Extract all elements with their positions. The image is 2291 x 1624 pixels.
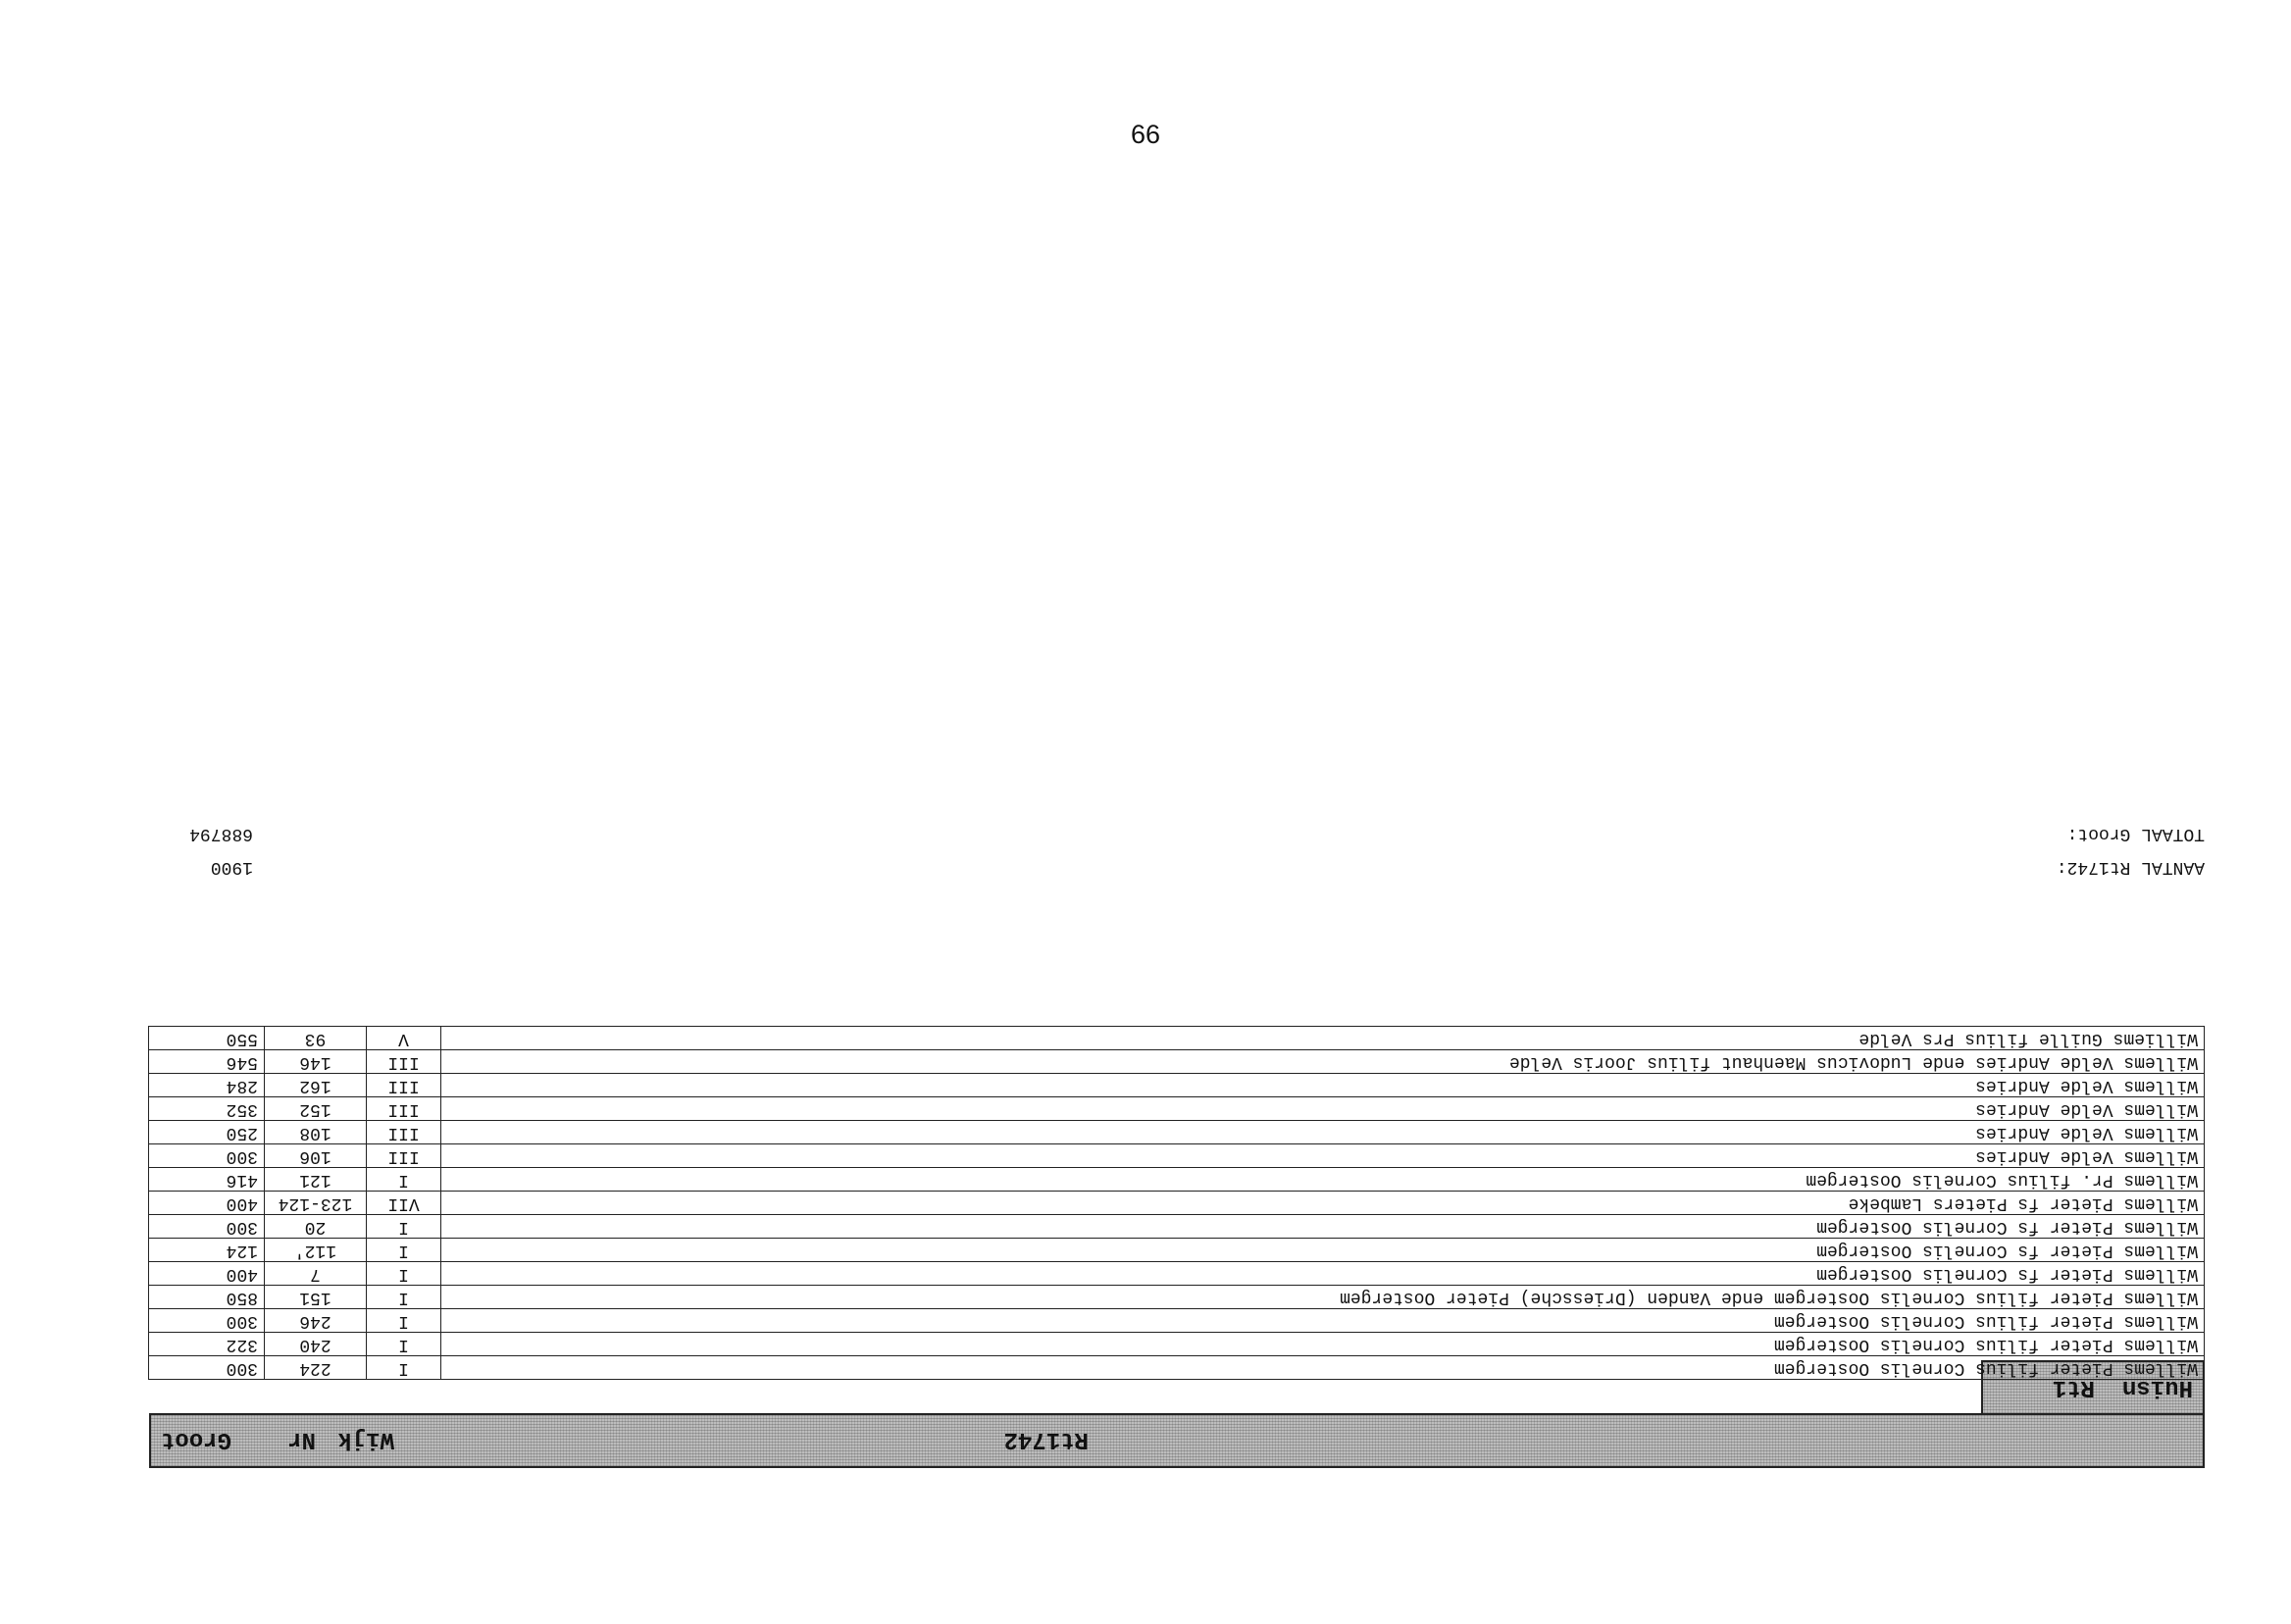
- summary-total: [149, 821, 2205, 846]
- cell-groot: 850: [149, 1286, 265, 1309]
- cell-groot: 416: [149, 1168, 265, 1192]
- cell-name: Willems Pieter filius Cornelis Oostergem: [441, 1309, 2205, 1333]
- cell-groot: 300: [149, 1144, 265, 1168]
- table-row: [149, 1192, 2205, 1215]
- summary-antal: [149, 854, 2205, 880]
- column-header-nr: Nr: [287, 1426, 316, 1452]
- cell-nr: 224: [265, 1356, 367, 1380]
- table-row: [149, 1309, 2205, 1333]
- cell-wijk: I: [367, 1239, 441, 1262]
- cell-wijk: I: [367, 1309, 441, 1333]
- cell-wijk: III: [367, 1144, 441, 1168]
- cell-wijk: I: [367, 1286, 441, 1309]
- cell-nr: 7: [265, 1262, 367, 1286]
- cell-name: Willems Pieter fs Cornelis Oostergem: [441, 1215, 2205, 1239]
- cell-wijk: I: [367, 1215, 441, 1239]
- table-row: [149, 1027, 2205, 1050]
- cell-groot: 284: [149, 1074, 265, 1097]
- cell-nr: 151: [265, 1286, 367, 1309]
- cell-groot: 400: [149, 1192, 265, 1215]
- cell-wijk: V: [367, 1027, 441, 1050]
- column-subheader-rt1: Rt1: [2052, 1374, 2095, 1400]
- table-row: [149, 1050, 2205, 1074]
- summary-antal-value: 1900: [210, 857, 253, 877]
- cell-name: Willems Velde Andries: [441, 1074, 2205, 1097]
- summary-total-value: 688794: [189, 824, 253, 843]
- cell-wijk: III: [367, 1050, 441, 1074]
- cell-name: Williems Guille filius Prs Velde: [441, 1027, 2205, 1050]
- table-row: [149, 1168, 2205, 1192]
- cell-name: Willems Pieter fs Pieters Lambeke: [441, 1192, 2205, 1215]
- cell-name: Willems Velde Andries: [441, 1097, 2205, 1121]
- cell-name: Willems Pr. filius Cornelis Oostergem: [441, 1168, 2205, 1192]
- cell-groot: 546: [149, 1050, 265, 1074]
- cell-name: Willems Velde Andries: [441, 1144, 2205, 1168]
- cell-nr: 162: [265, 1074, 367, 1097]
- table-row: [149, 1215, 2205, 1239]
- summary-antal-label: AANTAL Rt1742:: [2056, 857, 2205, 877]
- cell-name: Willems Pieter filius Cornelis Oostergem: [441, 1356, 2205, 1380]
- table-row: [149, 1239, 2205, 1262]
- column-header-groot: Groot: [160, 1426, 231, 1452]
- cell-name: Willems Velde Andries ende Ludovicus Maenhaut filius Jooris Velde: [441, 1050, 2205, 1074]
- table-row: [149, 1074, 2205, 1097]
- table-header: [149, 1413, 2205, 1468]
- cell-nr: 108: [265, 1121, 367, 1144]
- cell-nr: 112': [265, 1239, 367, 1262]
- cell-wijk: III: [367, 1121, 441, 1144]
- cell-nr: 152: [265, 1097, 367, 1121]
- table-row: [149, 1097, 2205, 1121]
- column-header-wijk: Wijk: [337, 1426, 394, 1452]
- cell-name: Willems Pieter fs Cornelis Oostergem: [441, 1262, 2205, 1286]
- table-row: [149, 1121, 2205, 1144]
- cell-wijk: I: [367, 1168, 441, 1192]
- cell-groot: 400: [149, 1262, 265, 1286]
- cell-name: Willems Velde Andries: [441, 1121, 2205, 1144]
- register-table: [148, 1026, 2205, 1380]
- cell-wijk: III: [367, 1097, 441, 1121]
- cell-groot: 124: [149, 1239, 265, 1262]
- column-subheader-huisn: Huisn: [2121, 1374, 2193, 1400]
- cell-nr: 123-124: [265, 1192, 367, 1215]
- cell-groot: 550: [149, 1027, 265, 1050]
- table-row: [149, 1333, 2205, 1356]
- upside-down-register: [149, 809, 2205, 1468]
- summary-total-label: TOTAAL Groot:: [2066, 824, 2205, 843]
- cell-nr: 240: [265, 1333, 367, 1356]
- cell-wijk: I: [367, 1262, 441, 1286]
- cell-name: Willems Pieter filius Cornelis Oostergem ende Vanden (Driessche) Pieter Oostergem: [441, 1286, 2205, 1309]
- table-row: [149, 1262, 2205, 1286]
- cell-wijk: I: [367, 1356, 441, 1380]
- cell-name: Willems Pieter filius Cornelis Oostergem: [441, 1333, 2205, 1356]
- table-row: [149, 1286, 2205, 1309]
- cell-groot: 300: [149, 1309, 265, 1333]
- cell-wijk: I: [367, 1333, 441, 1356]
- cell-name: Willems Pieter fs Cornelis Oostergem: [441, 1239, 2205, 1262]
- cell-groot: 300: [149, 1215, 265, 1239]
- cell-wijk: VII: [367, 1192, 441, 1215]
- page-number: 66: [1130, 120, 1161, 149]
- cell-groot: 250: [149, 1121, 265, 1144]
- cell-groot: 300: [149, 1356, 265, 1380]
- cell-wijk: III: [367, 1074, 441, 1097]
- table-row: [149, 1356, 2205, 1380]
- cell-groot: 352: [149, 1097, 265, 1121]
- table-row: [149, 1144, 2205, 1168]
- cell-groot: 322: [149, 1333, 265, 1356]
- cell-nr: 246: [265, 1309, 367, 1333]
- column-header-name: Rt1742: [1003, 1426, 1089, 1452]
- cell-nr: 121: [265, 1168, 367, 1192]
- cell-nr: 106: [265, 1144, 367, 1168]
- cell-nr: 20: [265, 1215, 367, 1239]
- cell-nr: 146: [265, 1050, 367, 1074]
- cell-nr: 93: [265, 1027, 367, 1050]
